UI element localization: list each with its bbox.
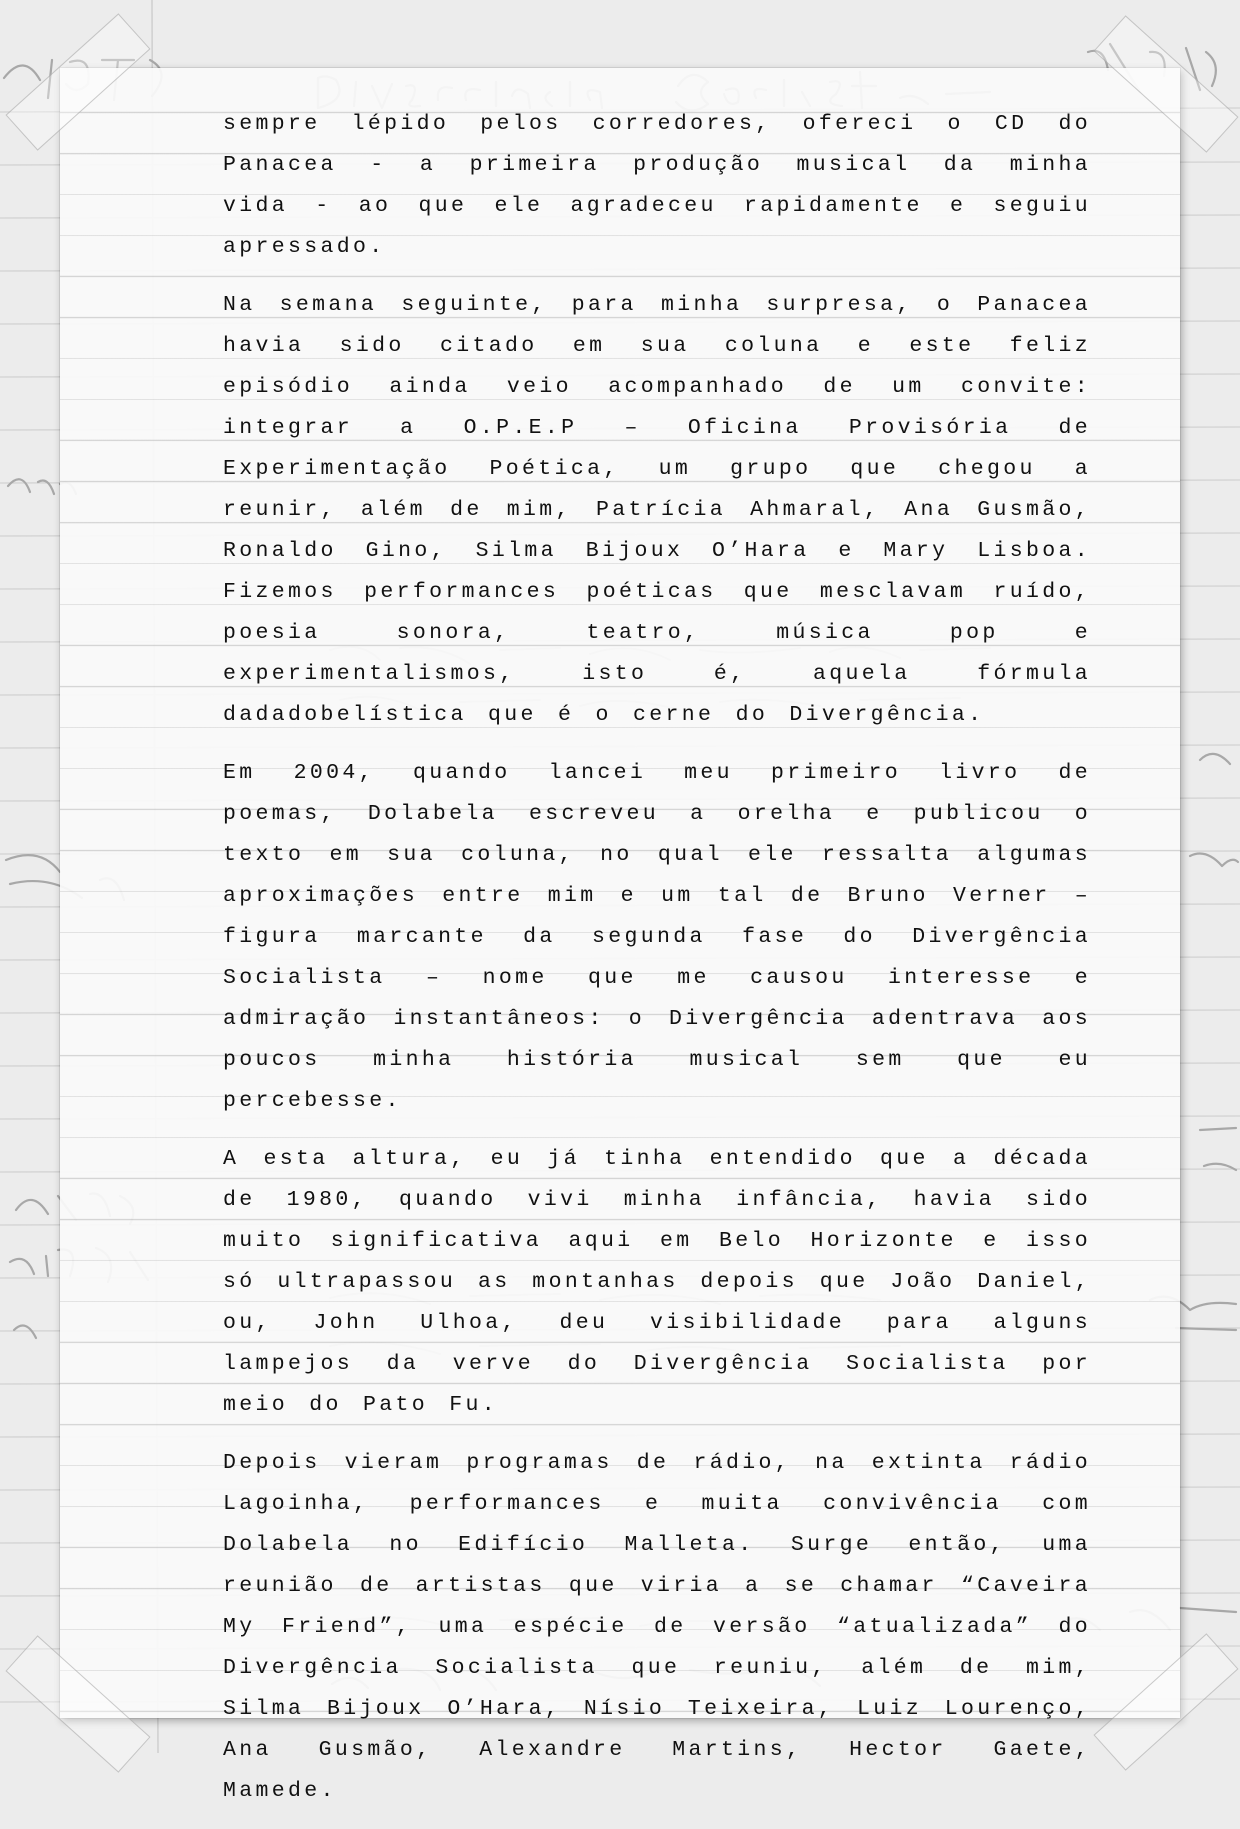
paragraph-5: Depois vieram programas de rádio, na extinta rádio Lagoinha, performances e muita convivência com Dolabela no Edifício Malleta. Surge então, uma reunião de artistas que viria a se chamar “Caveira My Friend”, uma espécie de versão “atualizada” do Divergência Socialista que reuniu, além de mim, Silma Bijoux O’Hara, Nísio Teixeira, Luiz Lourenço, Ana Gusmão, Alexandre Martins, Hector Gaete, Mamede.: [223, 1451, 1091, 1803]
paragraph-1: sempre lépido pelos corredores, ofereci o CD do Panacea - a primeira produção musical da minha vida - ao que ele agradeceu rapidamente e seguiu apressado.: [223, 112, 1091, 259]
paragraph-4: A esta altura, eu já tinha entendido que a década de 1980, quando vivi minha infância, havia sido muito significativa aqui em Belo Horizonte e isso só ultrapassou as montanhas depois que João Daniel, ou, John Ulhoa, deu visibilidade para alguns lampejos da verve do Divergência Socialista por meio do Pato Fu.: [223, 1147, 1091, 1417]
typed-text: [223, 104, 1091, 1829]
paragraph-3: Em 2004, quando lancei meu primeiro livro de poemas, Dolabela escreveu a orelha e publicou o texto em sua coluna, no qual ele ressalta algumas aproximações entre mim e um tal de Bruno Verner – figura marcante da segunda fase do Divergência Socialista – nome que me causou interesse e admiração instantâneos: o Divergência adentrava aos poucos minha história musical sem que eu percebesse.: [223, 761, 1091, 1113]
paragraph-2: Na semana seguinte, para minha surpresa, o Panacea havia sido citado em sua coluna e este feliz episódio ainda veio acompanhado de um convite: integrar a O.P.E.P – Oficina Provisória de Experimentação Poética, um grupo que chegou a reunir, além de mim, Patrícia Ahmaral, Ana Gusmão, Ronaldo Gino, Silma Bijoux O’Hara e Mary Lisboa. Fizemos performances poéticas que mesclavam ruído, poesia sonora, teatro, música pop e experimentalismos, isto é, aquela fórmula dadadobelística que é o cerne do Divergência.: [223, 293, 1091, 727]
